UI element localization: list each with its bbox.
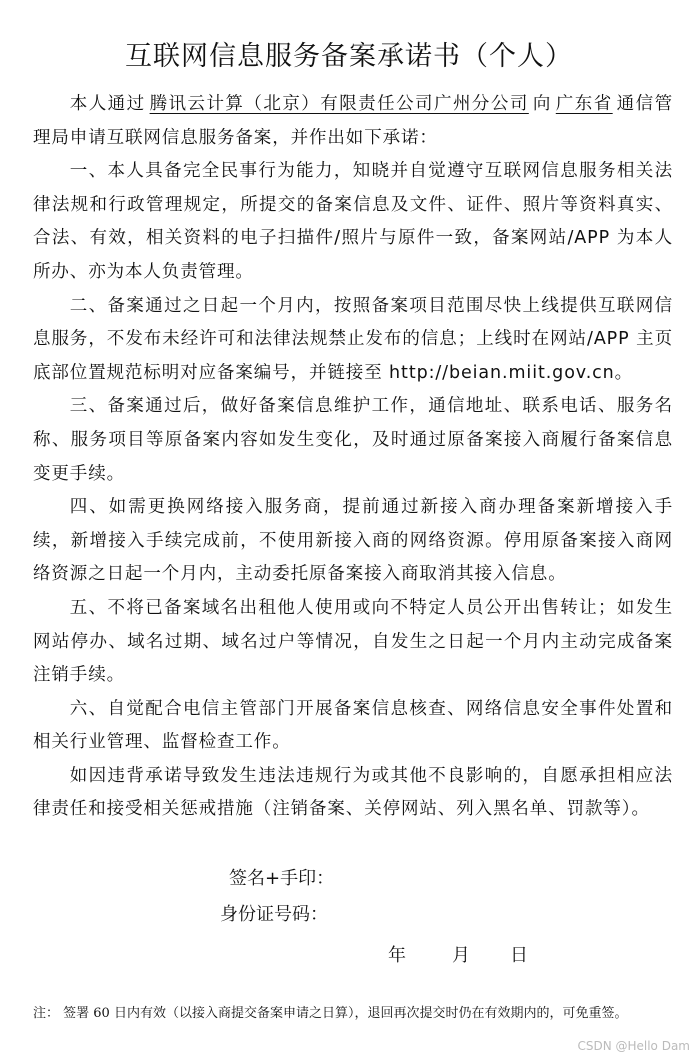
commitment-5: 五、不将已备案域名出租他人使用或向不特定人员公开出售转让；如发生网站停办、域名过期、域名过户等情况，自发生之日起一个月内主动完成备案注销手续。 bbox=[33, 597, 673, 686]
commitment-1: 一、本人具备完全民事行为能力，知晓并自觉遵守互联网信息服务相关法律法规和行政管理规定，所提交的备案信息及文件、证件、照片等资料真实、合法、有效，相关资料的电子扫描件/照片与原件一致，备案网站/APP 为本人所办、亦为本人负责管理。 bbox=[33, 161, 673, 282]
id-number-label: 身份证号码： bbox=[220, 904, 328, 925]
signature-label: 签名+手印： bbox=[229, 868, 335, 889]
commitment-2: 二、备案通过之日起一个月内，按照备案项目范围尽快上线提供互联网信息服务，不发布未经许可和法律法规禁止发布的信息；上线时在网站/APP 主页底部位置规范标明对应备案编号，并链接至 http://beian.miit.gov.cn。 bbox=[33, 295, 673, 383]
commitment-4: 四、如需更换网络接入服务商，提前通过新接入商办理备案新增接入手续，新增接入手续完成前，不使用新接入商的网络资源。停用原备案接入商网络资源之日起一个月内，主动委托原备案接入商取消其接入信息。 bbox=[33, 497, 673, 585]
intro-paragraph bbox=[33, 88, 673, 155]
intro-mid: 向 bbox=[532, 94, 552, 114]
authority-field: 广东省 bbox=[555, 94, 613, 114]
date-year-label: 年 bbox=[388, 945, 406, 966]
intro-prefix: 本人通过 bbox=[69, 94, 146, 114]
document-body bbox=[33, 88, 673, 827]
date-month-label: 月 bbox=[452, 945, 470, 966]
document-title: 互联网信息服务备案承诺书（个人） bbox=[125, 41, 573, 72]
date-day-label: 日 bbox=[510, 945, 528, 966]
intro-suffix: 通信管理局申请互联网信息服务备案，并作出如下承诺： bbox=[33, 94, 673, 148]
commitment-3: 三、备案通过后，做好备案信息维护工作，通信地址、联系电话、服务名称、服务项目等原备案内容如发生变化，及时通过原备案接入商履行备案信息变更手续。 bbox=[33, 396, 673, 484]
commitment-6: 六、自觉配合电信主管部门开展备案信息核查、网络信息安全事件处置和相关行业管理、监督检查工作。 bbox=[33, 698, 673, 753]
provider-field: 腾讯云计算（北京）有限责任公司广州分公司 bbox=[149, 94, 529, 114]
watermark: CSDN @Hello Dam bbox=[577, 1039, 690, 1053]
footnote: 注： 签署 60 日内有效（以接入商提交备案申请之日算），退回再次提交时仍在有效期内的，可免重签。 bbox=[33, 1006, 628, 1021]
liability-paragraph: 如因违背承诺导致发生违法违规行为或其他不良影响的，自愿承担相应法律责任和接受相关惩戒措施（注销备案、关停网站、列入黑名单、罚款等）。 bbox=[33, 765, 673, 820]
